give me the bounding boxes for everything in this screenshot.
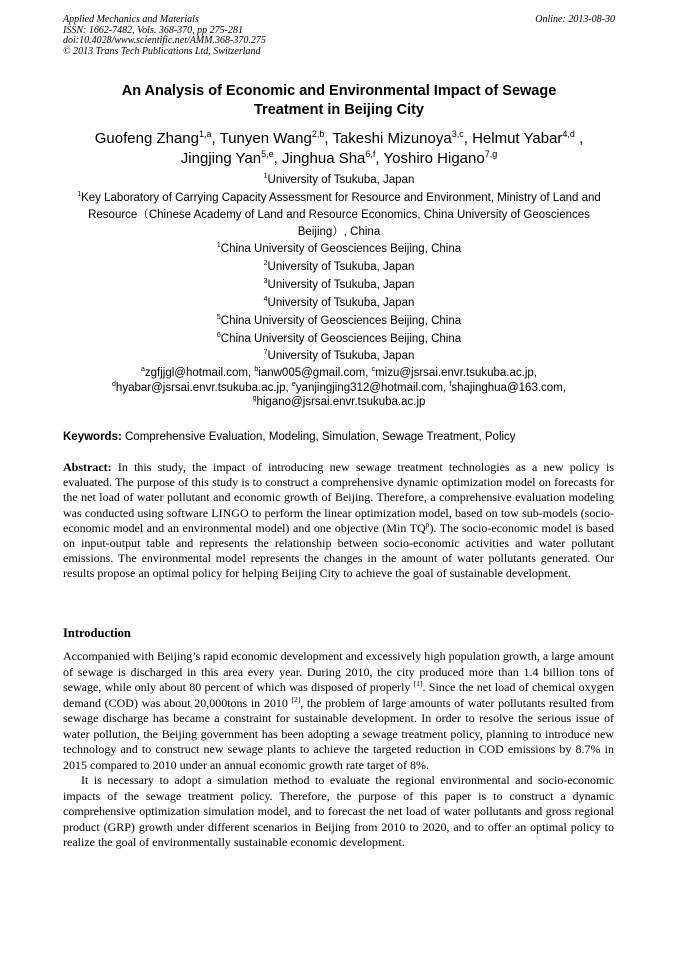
keywords-text: Comprehensive Evaluation, Modeling, Simulation, Sewage Treatment, Policy (121, 431, 516, 443)
email-list (63, 366, 615, 410)
affiliation-sup: 3 (263, 278, 268, 285)
email-link[interactable]: mizu@jsrsai.envr.tsukuba.ac.jp (375, 367, 534, 379)
email-sup: a (141, 366, 145, 373)
affiliation-text: Key Laboratory of Carrying Capacity Assessment for Resource and Environment, Ministry of Land and Resource（Chinese Academy of Land and Resource Economics, China University of Geosciences Beijing）, China (81, 192, 601, 238)
affiliation (63, 331, 615, 347)
email-link[interactable]: hyabar@jsrsai.envr.tsukuba.ac.jp (115, 381, 286, 394)
abstract-label: Abstract: (63, 460, 112, 474)
author-line-2 (40, 149, 638, 169)
email-sep: , (533, 367, 537, 379)
affiliation-text: University of Tsukuba, Japan (267, 174, 415, 186)
introduction-body (63, 649, 614, 851)
author-sup: 3,c (451, 129, 464, 139)
email-sep: , (365, 367, 372, 379)
title-line-2: Treatment in Beijing City (254, 102, 424, 118)
email-link[interactable]: shajinghua@163.com (451, 381, 563, 394)
copyright-line: © 2013 Trans Tech Publications Ltd, Switzerland (63, 45, 261, 57)
doi-line: doi:10.4028/www.scientific.net/AMM.368-370.275 (63, 35, 266, 47)
author-name: Jinghua Sha (282, 150, 366, 167)
author-sep: , (273, 150, 282, 167)
affiliation-text: University of Tsukuba, Japan (267, 297, 415, 309)
email-sep: , (443, 381, 450, 394)
author-name: Takeshi Mizunoya (332, 130, 452, 147)
keywords-line (63, 430, 615, 445)
journal-header (63, 15, 266, 57)
citation-link[interactable]: [1] (413, 679, 423, 688)
online-date: Online: 2013-08-30 (535, 14, 615, 25)
affiliation (63, 190, 615, 241)
affiliation (63, 259, 615, 275)
citation-link[interactable]: [2] (291, 694, 301, 704)
email-link[interactable]: yanjingjing312@hotmail.com (295, 381, 443, 394)
email-sup: e (291, 380, 296, 388)
affiliation-text: University of Tsukuba, Japan (267, 279, 415, 291)
author-sup: 4,d (562, 129, 575, 139)
intro-paragraph-2: It is necessary to adopt a simulation method to evaluate the regional environmental and socio-economic impacts of the sewage treatment policy. Therefore, the purpose of this paper is to construct a dynamic comprehensive optimization simulation model, and to forecast the net load of water pollutants and gross regional product (GRP) growth under different scenarios in Beijing from 2010 to 2020, and to offer an optimal policy to realize the goal of environmentally sustainable economic development. (63, 773, 614, 849)
abstract-sup: p (425, 519, 430, 529)
affiliation-sup: 1 (77, 191, 82, 198)
email-link[interactable]: higano@jsrsai.envr.tsukuba.ac.jp (256, 396, 426, 408)
affiliation-text: University of Tsukuba, Japan (267, 261, 415, 273)
author-sup: 1,a (199, 129, 212, 139)
author-line-1 (40, 129, 638, 149)
affiliation-sup: 1 (216, 242, 221, 249)
email-sup: d (112, 380, 116, 388)
title-line-1: An Analysis of Economic and Environmental Impact of Sewage (121, 83, 557, 99)
email-line-3 (63, 395, 615, 410)
email-sep: , (285, 381, 292, 394)
affiliation-sup: 6 (216, 332, 221, 339)
author-list (40, 129, 638, 169)
email-line-1 (63, 366, 615, 381)
abstract-text-part1: In this study, the impact of introducing new sewage treatment technologies as a new policy is evaluated. The purpose of this study is to construct a comprehensive dynamic optimization model on forecasts for the net load of water pollutant and economic growth of Beijing. Therefore, a comprehensive evaluation modeling was conducted using software LINGO to perform the linear optimization model, based on tow sub-models (socio-economic model and an environmental model) and one objective (Min TQ (63, 460, 614, 535)
email-sup: b (254, 366, 259, 373)
author-sep: , (211, 130, 220, 147)
email-link[interactable]: ianw005@gmail.com (258, 367, 366, 379)
author-sep: , (324, 130, 333, 147)
affiliation-text: China University of Geosciences Beijing, China (220, 333, 462, 345)
author-sup: 7,g (484, 149, 498, 159)
email-sep: , (562, 381, 566, 394)
author-sup: 2,b (311, 129, 325, 139)
intro-text: Accompanied with Beijing’s rapid economic development and excessively high population growth, a large amount of sewage is discharged in this area every year. During 2010, the city produced more than 1.4 billion tons of sewage, while only about 80 percent of which was disposed of properly (63, 649, 614, 694)
email-sup: c (371, 366, 376, 373)
keywords-label: Keywords: (63, 431, 122, 443)
affiliation-sup: 5 (216, 314, 221, 321)
email-sep: , (247, 367, 255, 379)
affiliation-text: China University of Geosciences Beijing, China (220, 315, 462, 327)
intro-paragraph-1 (63, 649, 614, 773)
intro-text: , the problem of large amounts of water pollutants resulted from sewage discharge has became a constraint for sustainable development. In order to resolve the serious issue of water pollution, the Beijing government has been adopting a sewage treatment policy, planning to introduce new technology and to construct new sewage plants to achieve the targeted reduction in COD emissions by 8.7% in 2015 compared to 2010 under an annual economic growth rate target of 8%. (63, 695, 614, 772)
author-sep: , (375, 150, 384, 167)
affiliation (63, 172, 615, 188)
affiliation (63, 241, 615, 257)
author-name: Helmut Yabar (472, 130, 563, 147)
affiliation-sup: 1 (263, 173, 268, 180)
email-sup: g (252, 395, 257, 402)
author-sep: , (463, 130, 473, 147)
journal-name: Applied Mechanics and Materials (63, 14, 199, 25)
affiliation-sup: 7 (263, 349, 268, 356)
author-sup: 5,e (261, 149, 274, 159)
author-name: Jingjing Yan (180, 150, 262, 167)
affiliation (63, 313, 615, 329)
email-sup: f (449, 380, 452, 388)
issn-line: ISSN: 1662-7482, Vols. 368-370, pp 275-281 (63, 24, 243, 36)
author-name: Yoshiro Higano (383, 150, 485, 167)
author-sep: , (574, 130, 584, 147)
affiliation-sup: 4 (263, 296, 268, 303)
author-name: Tunyen Wang (219, 130, 312, 147)
author-name: Guofeng Zhang (94, 130, 199, 147)
section-heading-introduction: Introduction (63, 626, 131, 640)
abstract-paragraph (63, 460, 614, 582)
affiliation (63, 295, 615, 311)
affiliation (63, 348, 615, 364)
author-sup: 6,f (365, 149, 376, 159)
affiliation (63, 277, 615, 293)
email-line-2 (63, 381, 615, 396)
abstract-text-part2: ). The socio-economic model is based on input-output table and represents the relationship between socio-economic activities and water pollutant emissions. The environmental model represents the changes in the amount of water pollutants generated. Our results propose an optimal policy for helping Beijing City to achieve the goal of sustainable development. (63, 520, 614, 581)
intro-text: . Since the net load of chemical oxygen demand (COD) was about 20,000tons in 2010 (63, 680, 614, 710)
affiliation-text: China University of Geosciences Beijing, China (220, 243, 462, 255)
email-link[interactable]: zgfjjgl@hotmail.com (144, 367, 248, 379)
affiliation-sup: 2 (263, 260, 268, 267)
affiliation-text: University of Tsukuba, Japan (267, 350, 415, 362)
paper-title (70, 82, 608, 120)
